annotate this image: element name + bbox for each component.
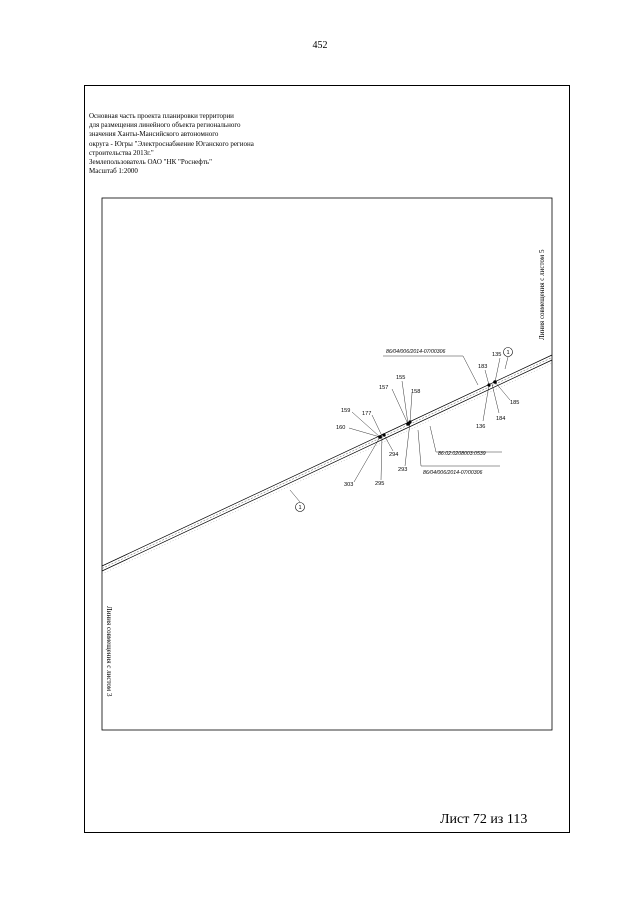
point-label: 183 (478, 364, 488, 370)
point-label: 294 (389, 452, 399, 458)
point-labels (336, 352, 519, 488)
point-label: 177 (362, 411, 372, 417)
point-label: 295 (375, 481, 385, 487)
point-label: 158 (411, 389, 421, 395)
title-line: значения Ханты-Мансийского автономного (89, 130, 219, 139)
point-leaders (349, 358, 510, 482)
match-line-label-right: Линия совмещения с листом 5 (538, 249, 546, 340)
cadastral-number: 86/04/006/2014-07/00306 (423, 470, 483, 476)
scale-line: Масштаб 1:2000 (89, 167, 138, 176)
title-line: Основная часть проекта планировки территории (89, 112, 234, 120)
point-label: 185 (510, 400, 520, 406)
land-user-line: Землепользователь ОАО "НК "Роснефть" (89, 158, 212, 167)
point-label: 303 (344, 482, 354, 488)
title-line: для размещения линейного объекта регионального (89, 121, 241, 130)
sheet-label: Лист 72 из 113 (440, 812, 528, 827)
title-line: округа - Югры "Электроснабжение Юганского региона (89, 139, 254, 148)
point-label: 184 (496, 416, 506, 422)
point-label: 159 (341, 408, 351, 414)
point-label: 135 (492, 352, 502, 358)
cadastral-number: 86/04/006/2014-07/00306 (386, 349, 446, 355)
cadastral-number: 86:02:0208003:0539 (438, 451, 486, 457)
point-label: 160 (336, 425, 346, 431)
route-marker (504, 348, 513, 370)
route-corridor (102, 355, 552, 574)
match-line-label-left: Линия совмещения с листом 3 (105, 606, 113, 697)
route-marker-label: 1 (506, 350, 510, 356)
route-marker (290, 490, 305, 512)
point-label: 157 (379, 385, 389, 391)
route-marker-label: 1 (298, 505, 302, 511)
point-label: 136 (476, 424, 486, 430)
cadastral-labels (386, 349, 486, 476)
page-number: 452 (312, 40, 328, 51)
point-label: 293 (398, 467, 408, 473)
map-area-border (102, 198, 552, 730)
point-label: 155 (396, 375, 406, 381)
title-line: строительства 2013г." (89, 148, 154, 157)
